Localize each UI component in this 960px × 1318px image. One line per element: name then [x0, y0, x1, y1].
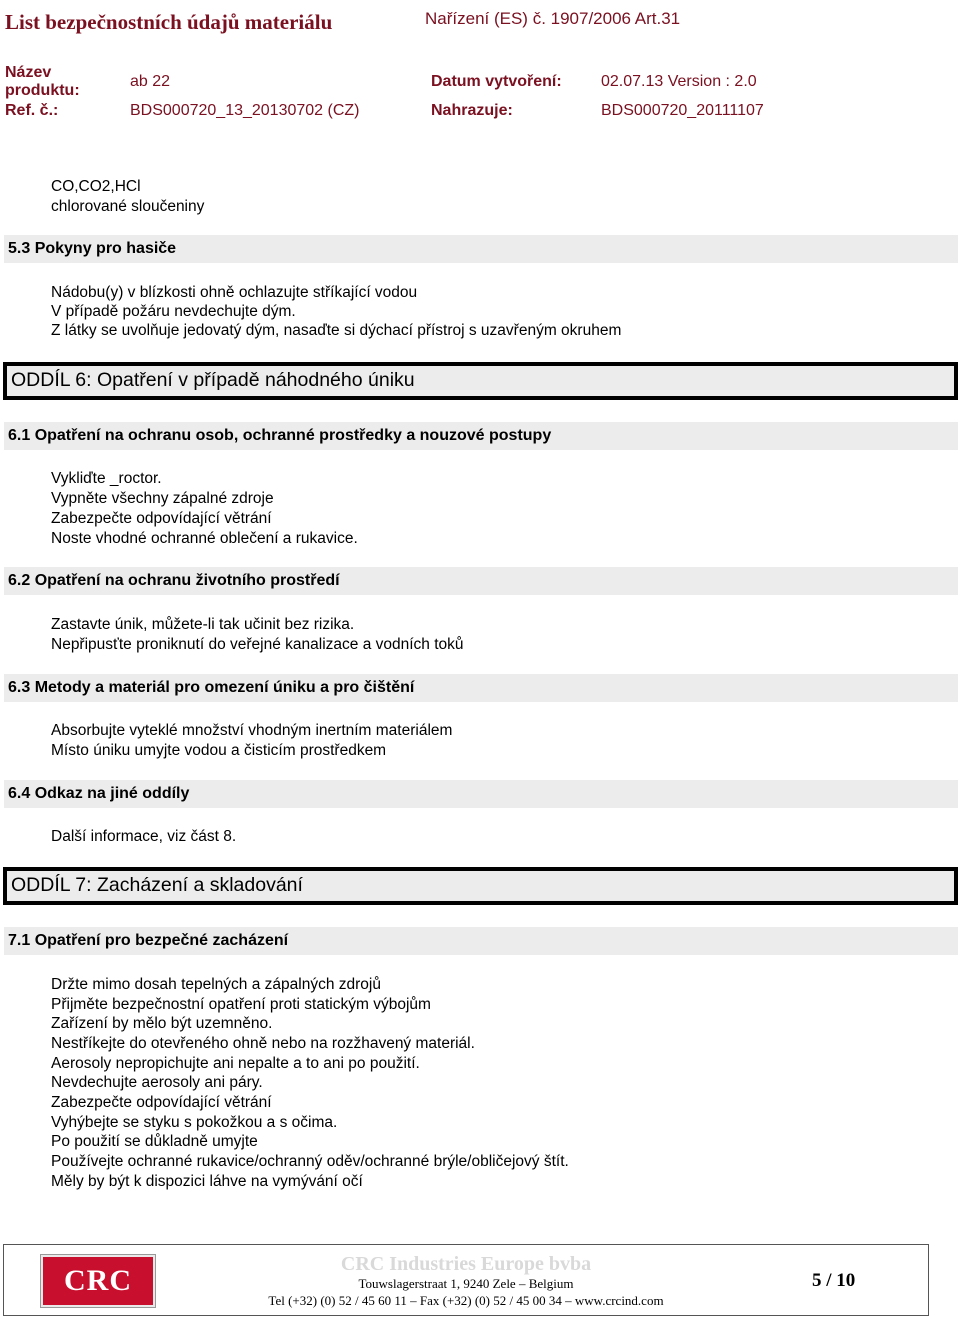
- text-line: Nádobu(y) v blízkosti ohně ochlazujte stříkající vodou: [51, 284, 418, 301]
- product-name-value: ab 22: [130, 73, 171, 90]
- text-line: Další informace, viz část 8.: [51, 828, 237, 845]
- created-date-label: Datum vytvoření:: [431, 73, 562, 90]
- text-line: Nestříkejte do otevřeného ohně nebo na rozžhavený materiál.: [51, 1035, 475, 1052]
- product-name-label-line1: Název: [5, 64, 52, 81]
- replaces-label: Nahrazuje:: [431, 102, 513, 119]
- subsection-heading: 6.1 Opatření na ochranu osob, ochranné prostředky a nouzové postupy: [8, 427, 552, 444]
- company-name: CRC Industries Europe bvba: [340, 1253, 592, 1275]
- product-name-label-line2: produktu:: [5, 82, 80, 99]
- combustion-products-line: CO,CO2,HCl: [51, 178, 141, 195]
- created-date-value: 02.07.13 Version : 2.0: [601, 73, 757, 90]
- subsection-6-1-header: [4, 422, 958, 450]
- text-line: Místo úniku umyjte vodou a čisticím prostředkem: [51, 742, 387, 759]
- subsection-heading: 6.4 Odkaz na jiné oddíly: [8, 785, 190, 802]
- text-line: Z látky se uvolňuje jedovatý dým, nasaďte si dýchací přístroj s uzavřeným okruhem: [51, 322, 622, 339]
- text-line: Noste vhodné ochranné oblečení a rukavice.: [51, 530, 358, 547]
- subsection-heading: 7.1 Opatření pro bezpečné zacházení: [8, 932, 289, 949]
- subsection-6-3-header: [4, 674, 958, 702]
- text-line: Nevdechujte aerosoly ani páry.: [51, 1074, 263, 1091]
- ref-number-value: BDS000720_13_20130702 (CZ): [130, 102, 360, 119]
- subsection-6-2-header: [4, 567, 958, 595]
- text-line: Po použití se důkladně umyjte: [51, 1133, 258, 1150]
- text-line: Držte mimo dosah tepelných a zápalných zdrojů: [51, 976, 381, 993]
- section-7-header: [3, 867, 958, 905]
- text-line: Vyhýbejte se styku s pokožkou a s očima.: [51, 1114, 338, 1131]
- text-line: Absorbujte vyteklé množství vhodným inertním materiálem: [51, 722, 453, 739]
- text-line: Používejte ochranné rukavice/ochranný oděv/ochranné brýle/obličejový štít.: [51, 1153, 569, 1170]
- page-number: 5 / 10: [812, 1270, 856, 1291]
- text-line: V případě požáru nevdechujte dým.: [51, 303, 296, 320]
- company-contact: Tel (+32) (0) 52 / 45 60 11 – Fax (+32) (0) 52 / 45 00 34 – www.crcind.com: [268, 1293, 664, 1308]
- text-line: Zabezpečte odpovídající větrání: [51, 1094, 272, 1111]
- combustion-products-line: chlorované sloučeniny: [51, 198, 205, 215]
- text-line: Měly by být k dispozici láhve na vymývání očí: [51, 1173, 363, 1190]
- text-line: Vypněte všechny zápalné zdroje: [51, 490, 274, 507]
- subsection-heading: 6.3 Metody a materiál pro omezení úniku a pro čištění: [8, 679, 415, 696]
- text-line: Zabezpečte odpovídající větrání: [51, 510, 272, 527]
- text-line: Zastavte únik, můžete-li tak učinit bez rizika.: [51, 616, 355, 633]
- regulation-reference: Nařízení (ES) č. 1907/2006 Art.31: [425, 9, 681, 28]
- section-title: ODDÍL 7: Zacházení a skladování: [11, 874, 303, 896]
- subsection-heading: 6.2 Opatření na ochranu životního prostředí: [8, 572, 340, 589]
- ref-number-label: Ref. č.:: [5, 102, 59, 119]
- text-line: Přijměte bezpečnostní opatření proti statickým výbojům: [51, 996, 431, 1013]
- text-line: Zařízení by mělo být uzemněno.: [51, 1015, 273, 1032]
- subsection-5-3-header: [4, 235, 958, 263]
- subsection-6-4-header: [4, 780, 958, 808]
- page-footer: [3, 1244, 929, 1316]
- document-title: List bezpečnostních údajů materiálu: [5, 10, 333, 34]
- section-6-header: [3, 362, 958, 400]
- company-address: Touwslagerstraat 1, 9240 Zele – Belgium: [358, 1276, 574, 1291]
- text-line: Vykliďte _roctor.: [51, 470, 162, 487]
- replaces-value: BDS000720_20111107: [601, 102, 764, 119]
- subsection-7-1-header: [4, 927, 958, 955]
- subsection-heading: 5.3 Pokyny pro hasiče: [8, 240, 177, 257]
- text-line: Aerosoly nepropichujte ani nepalte a to ani po použití.: [51, 1055, 420, 1072]
- section-title: ODDÍL 6: Opatření v případě náhodného úniku: [11, 369, 415, 391]
- text-line: Nepřipusťte proniknutí do veřejné kanalizace a vodních toků: [51, 636, 464, 653]
- logo-text: CRC: [64, 1264, 132, 1297]
